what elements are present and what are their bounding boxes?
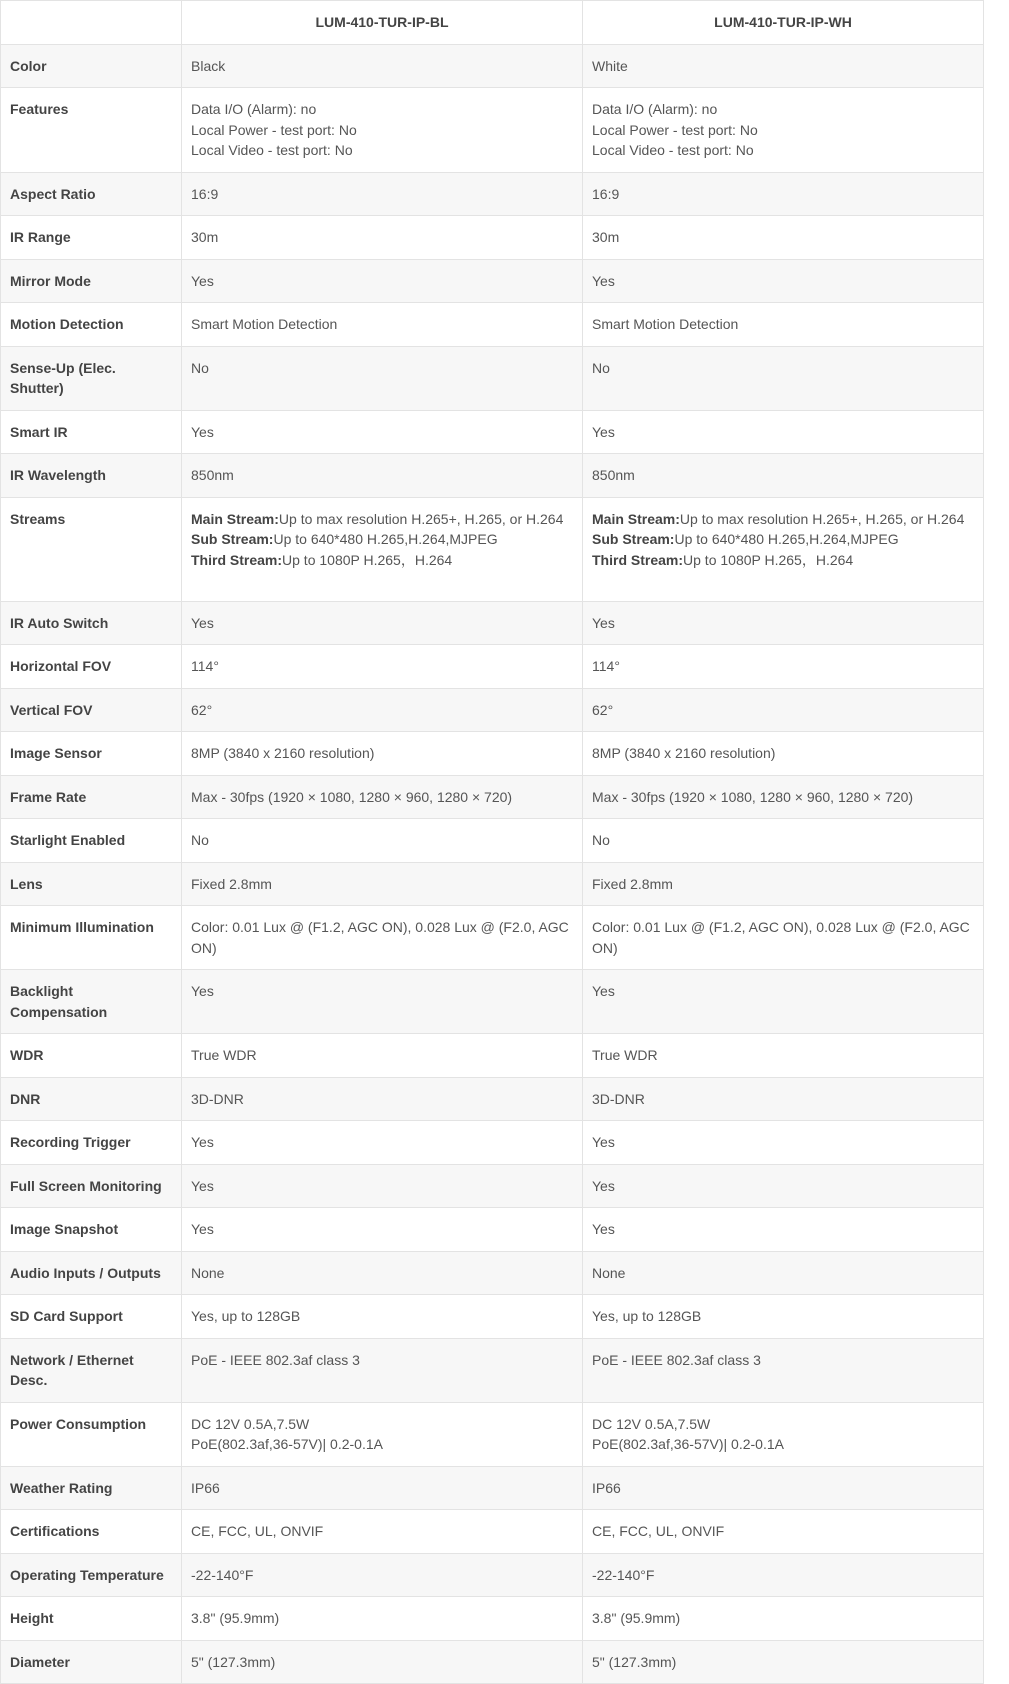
header-row xyxy=(1,1,984,45)
spec-value-bl: IP66 xyxy=(182,1466,583,1510)
spec-value-bl: Yes xyxy=(182,1208,583,1252)
spec-line xyxy=(191,529,573,550)
spec-label: Sense-Up (Elec. Shutter) xyxy=(1,346,182,410)
spec-label: Mirror Mode xyxy=(1,259,182,303)
spec-row xyxy=(1,688,984,732)
spec-value-wh: Yes xyxy=(583,1121,984,1165)
stream-name: Sub Stream: xyxy=(191,531,274,547)
spec-value-wh: 3.8" (95.9mm) xyxy=(583,1597,984,1641)
spec-value-wh: 3D-DNR xyxy=(583,1077,984,1121)
spec-row xyxy=(1,259,984,303)
spec-row xyxy=(1,1466,984,1510)
spec-value-bl: PoE - IEEE 802.3af class 3 xyxy=(182,1338,583,1402)
stream-desc: Up to 640*480 H.265,H.264,MJPEG xyxy=(674,531,899,547)
spec-value-wh: Fixed 2.8mm xyxy=(583,862,984,906)
spec-row xyxy=(1,906,984,970)
spec-label: Horizontal FOV xyxy=(1,645,182,689)
spec-value-bl: 16:9 xyxy=(182,172,583,216)
spec-value-bl: Yes xyxy=(182,410,583,454)
spec-row xyxy=(1,1034,984,1078)
spec-label: Vertical FOV xyxy=(1,688,182,732)
spec-value-wh: 62° xyxy=(583,688,984,732)
spec-value-wh: None xyxy=(583,1251,984,1295)
spec-row xyxy=(1,819,984,863)
spec-row xyxy=(1,1077,984,1121)
spec-value-bl: 850nm xyxy=(182,454,583,498)
stream-name: Third Stream: xyxy=(191,551,283,568)
spec-value-wh: No xyxy=(583,819,984,863)
spec-value-bl xyxy=(182,1402,583,1466)
spec-label: Motion Detection xyxy=(1,303,182,347)
spec-label: Power Consumption xyxy=(1,1402,182,1466)
spec-line xyxy=(592,509,974,530)
spec-label: Image Sensor xyxy=(1,732,182,776)
spec-value-wh: -22-140°F xyxy=(583,1553,984,1597)
spec-label: Features xyxy=(1,88,182,173)
spec-value-wh xyxy=(583,88,984,173)
stream-name: Sub Stream: xyxy=(592,531,675,547)
spec-value-bl: 114° xyxy=(182,645,583,689)
spec-value-bl: No xyxy=(182,346,583,410)
spec-label: Network / Ethernet Desc. xyxy=(1,1338,182,1402)
spec-row xyxy=(1,172,984,216)
spec-row xyxy=(1,497,984,601)
spec-value-bl: 5" (127.3mm) xyxy=(182,1640,583,1684)
spec-row xyxy=(1,88,984,173)
spec-row xyxy=(1,346,984,410)
spec-row xyxy=(1,1553,984,1597)
spec-value-wh: White xyxy=(583,44,984,88)
spec-value-bl: True WDR xyxy=(182,1034,583,1078)
spec-line: DC 12V 0.5A,7.5W xyxy=(191,1415,310,1432)
header-model-wh: LUM-410-TUR-IP-WH xyxy=(583,1,984,45)
spec-value-bl: 3.8" (95.9mm) xyxy=(182,1597,583,1641)
spec-label: IR Wavelength xyxy=(1,454,182,498)
stream-name: Main Stream: xyxy=(191,510,279,527)
spec-label: Color xyxy=(1,44,182,88)
spec-value-wh: CE, FCC, UL, ONVIF xyxy=(583,1510,984,1554)
spec-value-wh: 114° xyxy=(583,645,984,689)
spec-value-bl xyxy=(182,88,583,173)
spec-value-wh: Yes xyxy=(583,259,984,303)
spec-label: Recording Trigger xyxy=(1,1121,182,1165)
spec-value-wh: True WDR xyxy=(583,1034,984,1078)
stream-desc: Up to 1080P H.265，H.264 xyxy=(282,551,453,568)
spec-label: Aspect Ratio xyxy=(1,172,182,216)
spec-value-bl: Smart Motion Detection xyxy=(182,303,583,347)
stream-name: Third Stream: xyxy=(592,551,684,568)
spec-row xyxy=(1,970,984,1034)
spec-value-wh: 16:9 xyxy=(583,172,984,216)
spec-label: IR Range xyxy=(1,216,182,260)
spec-value-wh: Yes xyxy=(583,1164,984,1208)
spec-value-bl: 62° xyxy=(182,688,583,732)
spec-value-bl: None xyxy=(182,1251,583,1295)
spec-line: Local Video - test port: No xyxy=(592,142,754,158)
spec-label: Diameter xyxy=(1,1640,182,1684)
spec-value-wh xyxy=(583,1402,984,1466)
spec-line xyxy=(191,509,573,530)
spec-value-bl: Max - 30fps (1920 × 1080, 1280 × 960, 1280 × 720) xyxy=(182,775,583,819)
spec-row xyxy=(1,1251,984,1295)
spec-value-wh xyxy=(583,497,984,601)
spec-value-wh: 30m xyxy=(583,216,984,260)
spec-line: Local Power - test port: No xyxy=(191,121,357,138)
spec-value-wh: Yes xyxy=(583,1208,984,1252)
stream-name: Main Stream: xyxy=(592,510,680,527)
spec-value-bl: Color: 0.01 Lux @ (F1.2, AGC ON), 0.028 Lux @ (F2.0, AGC ON) xyxy=(182,906,583,970)
spec-row xyxy=(1,1208,984,1252)
spec-value-bl: 30m xyxy=(182,216,583,260)
spec-row xyxy=(1,1597,984,1641)
spec-value-bl: No xyxy=(182,819,583,863)
spec-label: Backlight Compensation xyxy=(1,970,182,1034)
spec-value-bl: Yes, up to 128GB xyxy=(182,1295,583,1339)
stream-desc: Up to 1080P H.265，H.264 xyxy=(683,551,854,568)
spec-row xyxy=(1,1402,984,1466)
spec-value-wh: Smart Motion Detection xyxy=(583,303,984,347)
spec-value-bl: 8MP (3840 x 2160 resolution) xyxy=(182,732,583,776)
spec-value-bl: Black xyxy=(182,44,583,88)
spec-row xyxy=(1,1640,984,1684)
spec-value-wh: 850nm xyxy=(583,454,984,498)
spec-label: Minimum Illumination xyxy=(1,906,182,970)
stream-desc: Up to max resolution H.265+, H.265, or H.264 xyxy=(679,510,965,527)
spec-value-bl: -22-140°F xyxy=(182,1553,583,1597)
spec-row xyxy=(1,601,984,645)
spec-value-wh: Color: 0.01 Lux @ (F1.2, AGC ON), 0.028 Lux @ (F2.0, AGC ON) xyxy=(583,906,984,970)
spec-row xyxy=(1,1510,984,1554)
spec-label: Certifications xyxy=(1,1510,182,1554)
spec-value-bl: Fixed 2.8mm xyxy=(182,862,583,906)
spec-label: Streams xyxy=(1,497,182,601)
spec-value-bl: Yes xyxy=(182,601,583,645)
spec-row xyxy=(1,44,984,88)
spec-value-bl: Yes xyxy=(182,259,583,303)
spec-value-wh: 8MP (3840 x 2160 resolution) xyxy=(583,732,984,776)
spec-label: Lens xyxy=(1,862,182,906)
spec-row xyxy=(1,1121,984,1165)
spec-row xyxy=(1,303,984,347)
spec-line xyxy=(191,550,573,571)
spec-label: Smart IR xyxy=(1,410,182,454)
spec-label: Height xyxy=(1,1597,182,1641)
spec-label: SD Card Support xyxy=(1,1295,182,1339)
spec-label: Image Snapshot xyxy=(1,1208,182,1252)
spec-label: IR Auto Switch xyxy=(1,601,182,645)
spec-value-wh: Yes xyxy=(583,410,984,454)
spec-value-wh: PoE - IEEE 802.3af class 3 xyxy=(583,1338,984,1402)
spec-value-bl: Yes xyxy=(182,970,583,1034)
spec-value-wh: Yes xyxy=(583,970,984,1034)
spec-label: Operating Temperature xyxy=(1,1553,182,1597)
spec-value-bl: Yes xyxy=(182,1121,583,1165)
spec-line: Local Video - test port: No xyxy=(191,142,353,158)
spec-value-wh: IP66 xyxy=(583,1466,984,1510)
spec-label: Starlight Enabled xyxy=(1,819,182,863)
spec-value-wh: Yes xyxy=(583,601,984,645)
spec-label: Audio Inputs / Outputs xyxy=(1,1251,182,1295)
header-model-bl: LUM-410-TUR-IP-BL xyxy=(182,1,583,45)
stream-desc: Up to 640*480 H.265,H.264,MJPEG xyxy=(273,531,498,547)
spec-row xyxy=(1,410,984,454)
spec-value-bl: 3D-DNR xyxy=(182,1077,583,1121)
spec-row xyxy=(1,1338,984,1402)
spec-line: Data I/O (Alarm): no xyxy=(191,101,317,117)
spec-row xyxy=(1,1164,984,1208)
spec-row xyxy=(1,454,984,498)
spec-line xyxy=(592,550,974,571)
stream-desc: Up to max resolution H.265+, H.265, or H.264 xyxy=(278,510,564,527)
spec-value-wh: Max - 30fps (1920 × 1080, 1280 × 960, 1280 × 720) xyxy=(583,775,984,819)
spec-row xyxy=(1,775,984,819)
spec-row xyxy=(1,216,984,260)
spec-value-wh: No xyxy=(583,346,984,410)
spec-line: Local Power - test port: No xyxy=(592,121,758,138)
spec-label: WDR xyxy=(1,1034,182,1078)
spec-value-wh: Yes, up to 128GB xyxy=(583,1295,984,1339)
spec-value-bl: Yes xyxy=(182,1164,583,1208)
spec-line: Data I/O (Alarm): no xyxy=(592,101,718,117)
spec-line: PoE(802.3af,36-57V)| 0.2-0.1A xyxy=(191,1436,383,1452)
spec-line: PoE(802.3af,36-57V)| 0.2-0.1A xyxy=(592,1436,784,1452)
spec-row xyxy=(1,645,984,689)
spec-label: Full Screen Monitoring xyxy=(1,1164,182,1208)
spec-row xyxy=(1,1295,984,1339)
spec-value-bl: CE, FCC, UL, ONVIF xyxy=(182,1510,583,1554)
spec-label: Frame Rate xyxy=(1,775,182,819)
spec-label: Weather Rating xyxy=(1,1466,182,1510)
spec-row xyxy=(1,732,984,776)
spec-line xyxy=(592,529,974,550)
spec-row xyxy=(1,862,984,906)
spec-label: DNR xyxy=(1,1077,182,1121)
spec-value-wh: 5" (127.3mm) xyxy=(583,1640,984,1684)
spec-body xyxy=(1,44,984,1684)
spec-line: DC 12V 0.5A,7.5W xyxy=(592,1415,711,1432)
header-empty xyxy=(1,1,182,45)
spec-value-bl xyxy=(182,497,583,601)
